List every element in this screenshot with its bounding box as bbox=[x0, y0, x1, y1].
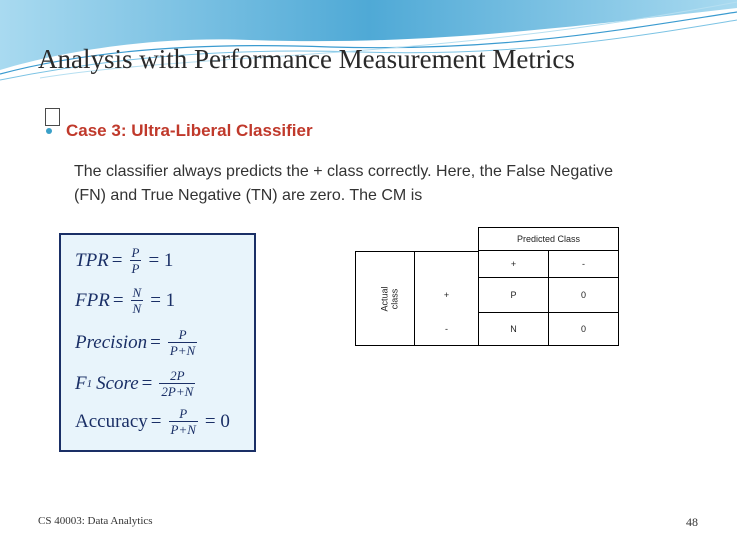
case-heading: Case 3: Ultra-Liberal Classifier bbox=[66, 121, 313, 140]
f1-label-rest: Score bbox=[96, 373, 139, 394]
f1-score-formula: F 1 Score = $\frac{2P}{2P+N}$ bbox=[75, 368, 194, 399]
footer-course: CS 40003: Data Analytics bbox=[38, 515, 153, 527]
col-header-positive: + bbox=[478, 251, 549, 278]
page-number: 48 bbox=[686, 515, 698, 529]
row-header-negative: - bbox=[445, 324, 448, 334]
cell-true-negative: 0 bbox=[548, 312, 619, 346]
cell-true-positive: P bbox=[478, 278, 549, 313]
fpr-label: FPR bbox=[75, 290, 110, 311]
case-description-line-2: (FN) and True Negative (TN) are zero. The CM is bbox=[74, 187, 423, 204]
f1-label-subscript: 1 bbox=[86, 378, 93, 390]
fpr-fraction: $\frac{N}{N}$ bbox=[132, 285, 142, 316]
accuracy-fraction: $\frac{P}{P+N}$ bbox=[170, 406, 196, 437]
precision-formula: Precision = $\frac{P}{P+N}$ bbox=[75, 327, 196, 358]
accuracy-formula: Accuracy = $\frac{P}{P+N}$ = 0 bbox=[75, 406, 230, 437]
case-description bbox=[74, 160, 674, 208]
case-description-line-1: The classifier always predicts the + class correctly. Here, the False Negative bbox=[74, 163, 614, 180]
accuracy-label: Accuracy bbox=[75, 411, 148, 432]
f1-fraction: $\frac{2P}{2P+N}$ bbox=[161, 368, 194, 399]
tpr-fraction: $\frac{P}{P}$ bbox=[131, 245, 140, 276]
precision-fraction: $\frac{P}{P+N}$ bbox=[169, 327, 196, 358]
col-header-negative: - bbox=[548, 251, 619, 278]
fpr-formula: FPR = $\frac{N}{N}$ = 1 bbox=[75, 285, 176, 316]
row-header-positive: + bbox=[443, 290, 450, 300]
metrics-formula-box bbox=[59, 233, 256, 452]
bullet-dot-icon bbox=[46, 128, 52, 134]
predicted-class-header: Predicted Class bbox=[478, 227, 619, 251]
f1-label-main: F bbox=[75, 373, 87, 394]
actual-class-header bbox=[355, 251, 415, 346]
cell-false-positive: N bbox=[478, 312, 549, 346]
actual-class-label: Actual class bbox=[379, 285, 400, 312]
slide-title: Analysis with Performance Measurement Metrics bbox=[38, 44, 575, 74]
precision-label: Precision bbox=[75, 332, 148, 353]
cell-false-negative: 0 bbox=[548, 278, 619, 313]
tpr-label: TPR bbox=[75, 250, 109, 271]
bullet-placeholder-icon bbox=[45, 108, 60, 126]
tpr-formula: TPR = $\frac{P}{P}$ = 1 bbox=[75, 245, 174, 276]
